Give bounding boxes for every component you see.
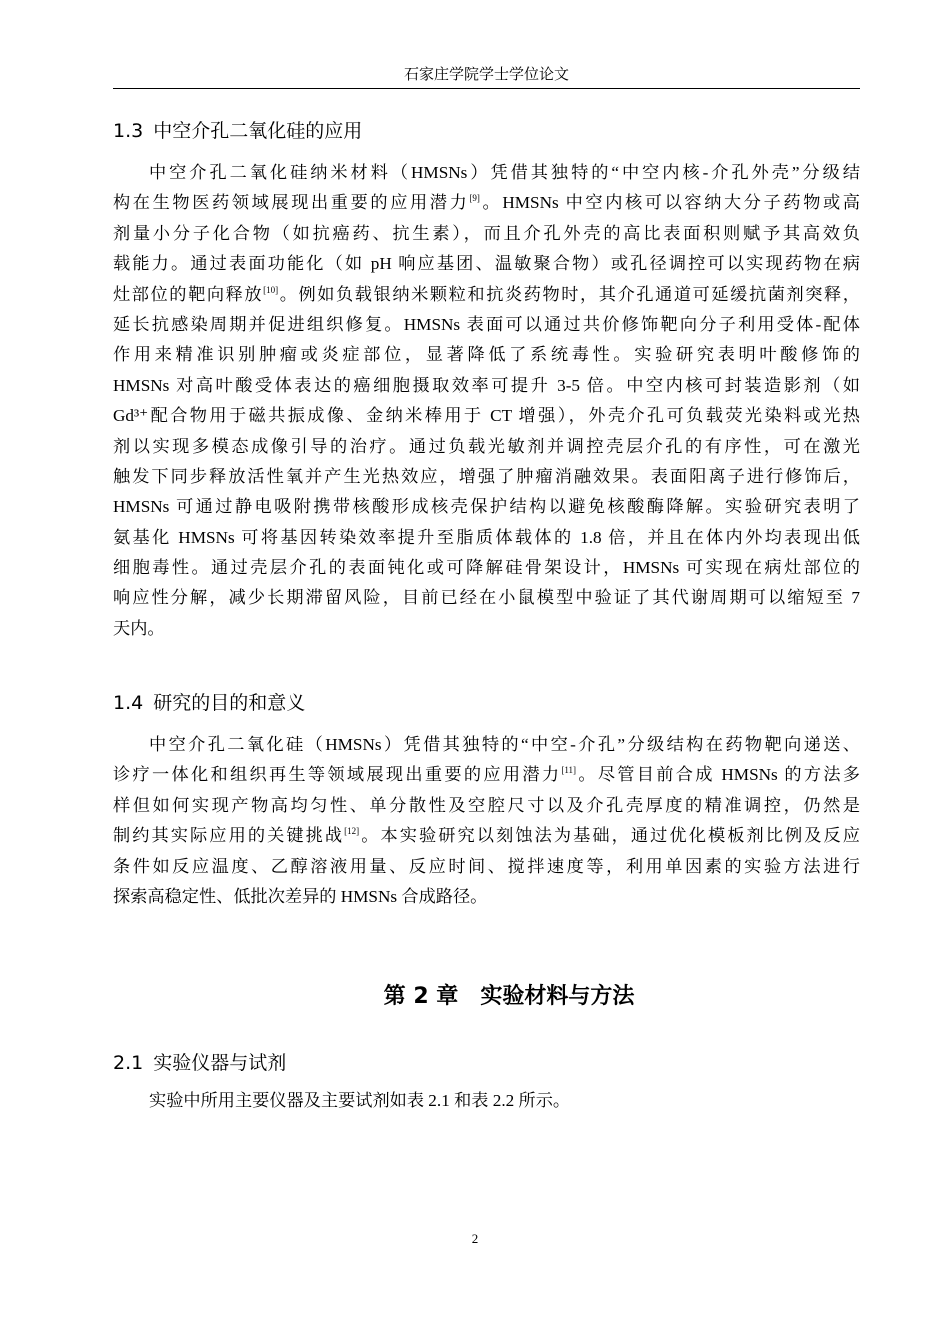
section-number: 1.4 bbox=[113, 692, 144, 714]
section-heading-2-1 bbox=[113, 1050, 286, 1076]
citation: [10] bbox=[263, 284, 279, 295]
paragraph-line: 灶部位的靶向释放[10]。例如负载银纳米颗粒和抗炎药物时，其介孔通道可延缓抗菌剂突释， bbox=[113, 284, 860, 304]
header-title: 石家庄学院学士学位论文 bbox=[403, 67, 569, 83]
paragraph-line: 样但如何实现产物高均匀性、单分散性及空腔尺寸以及介孔壳厚度的精准调控，仍然是 bbox=[113, 795, 860, 815]
paragraph-line: 构在生物医药领域展现出重要的应用潜力[9]。HMSNs 中空内核可以容纳大分子药物或高 bbox=[113, 193, 860, 213]
section-title: 中空介孔二氧化硅的应用 bbox=[153, 120, 363, 142]
chapter-title: 实验材料与方法 bbox=[480, 984, 635, 1009]
paragraph-line: 载能力。通过表面功能化（如 pH 响应基团、温敏聚合物）或孔径调控可以实现药物在病 bbox=[113, 254, 860, 274]
paragraph-line: 细胞毒性。通过壳层介孔的表面钝化或可降解硅骨架设计，HMSNs 可实现在病灶部位的 bbox=[113, 558, 860, 578]
paragraph-line: 响应性分解，减少长期滞留风险，目前已经在小鼠模型中验证了其代谢周期可以缩短至 7 bbox=[113, 588, 860, 608]
paragraph-line: 诊疗一体化和组织再生等领域展现出重要的应用潜力[11]。尽管目前合成 HMSNs 的方法多 bbox=[113, 765, 860, 785]
section-number: 2.1 bbox=[113, 1052, 144, 1074]
paragraph-instruments bbox=[113, 1086, 860, 1116]
chapter-number: 第 2 章 bbox=[383, 984, 459, 1009]
section-title: 研究的目的和意义 bbox=[153, 692, 306, 714]
paragraph-line: HMSNs 可通过静电吸附携带核酸形成核壳保护结构以避免核酸酶降解。实验研究表明了 bbox=[113, 497, 860, 517]
page-number-text: 2 bbox=[471, 1231, 479, 1246]
paragraph-line: 探索高稳定性、低批次差异的 HMSNs 合成路径。 bbox=[113, 886, 488, 906]
paragraph-line: 作用来精准识别肿瘤或炎症部位，显著降低了系统毒性。实验研究表明叶酸修饰的 bbox=[113, 345, 860, 365]
paragraph-line: 延长抗感染周期并促进组织修复。HMSNs 表面可以通过共价修饰靶向分子利用受体-配体 bbox=[113, 314, 860, 334]
section-title: 实验仪器与试剂 bbox=[153, 1052, 287, 1074]
paragraph-line: 剂量小分子化合物（如抗癌药、抗生素），而且介孔外壳的高比表面积则赋予其高效负 bbox=[113, 223, 860, 243]
chapter-heading bbox=[113, 982, 905, 1012]
page-number bbox=[0, 1230, 950, 1248]
paragraph-line: 制约其实际应用的关键挑战[12]。本实验研究以刻蚀法为基础，通过优化模板剂比例及反应 bbox=[113, 826, 860, 846]
section-heading-1-4 bbox=[113, 690, 305, 716]
citation: [11] bbox=[561, 765, 577, 776]
section-heading-1-3 bbox=[113, 118, 362, 144]
paragraph-line: 触发下同步释放活性氧并产生光热效应，增强了肿瘤消融效果。表面阳离子进行修饰后， bbox=[113, 466, 860, 486]
paragraph-line: Gd³⁺配合物用于磁共振成像、金纳米棒用于 CT 增强），外壳介孔可负载荧光染料或光热 bbox=[113, 406, 860, 426]
paragraph-line: 中空介孔二氧化硅纳米材料（HMSNs）凭借其独特的“中空内核-介孔外壳”分级结 bbox=[149, 163, 860, 182]
section-number: 1.3 bbox=[113, 120, 144, 142]
paragraph-applications bbox=[113, 158, 860, 644]
citation: [12] bbox=[344, 826, 360, 837]
citation: [9] bbox=[469, 193, 480, 204]
paragraph-line: 中空介孔二氧化硅（HMSNs）凭借其独特的“中空-介孔”分级结构在药物靶向递送、 bbox=[149, 735, 860, 754]
paragraph-line: 天内。 bbox=[113, 618, 165, 638]
paragraph-line: 氨基化 HMSNs 可将基因转染效率提升至脂质体载体的 1.8 倍，并且在体内外均表现出低 bbox=[113, 527, 860, 547]
page-header bbox=[113, 64, 860, 89]
paragraph-line: 实验中所用主要仪器及主要试剂如表 2.1 和表 2.2 所示。 bbox=[149, 1091, 571, 1110]
paragraph-line: HMSNs 对高叶酸受体表达的癌细胞摄取效率可提升 3-5 倍。中空内核可封装造影剂（如 bbox=[113, 375, 860, 395]
paragraph-line: 条件如反应温度、乙醇溶液用量、反应时间、搅拌速度等，利用单因素的实验方法进行 bbox=[113, 856, 860, 876]
paragraph-line: 剂以实现多模态成像引导的治疗。通过负载光敏剂并调控壳层介孔的有序性，可在激光 bbox=[113, 436, 860, 456]
paragraph-purpose bbox=[113, 730, 860, 912]
